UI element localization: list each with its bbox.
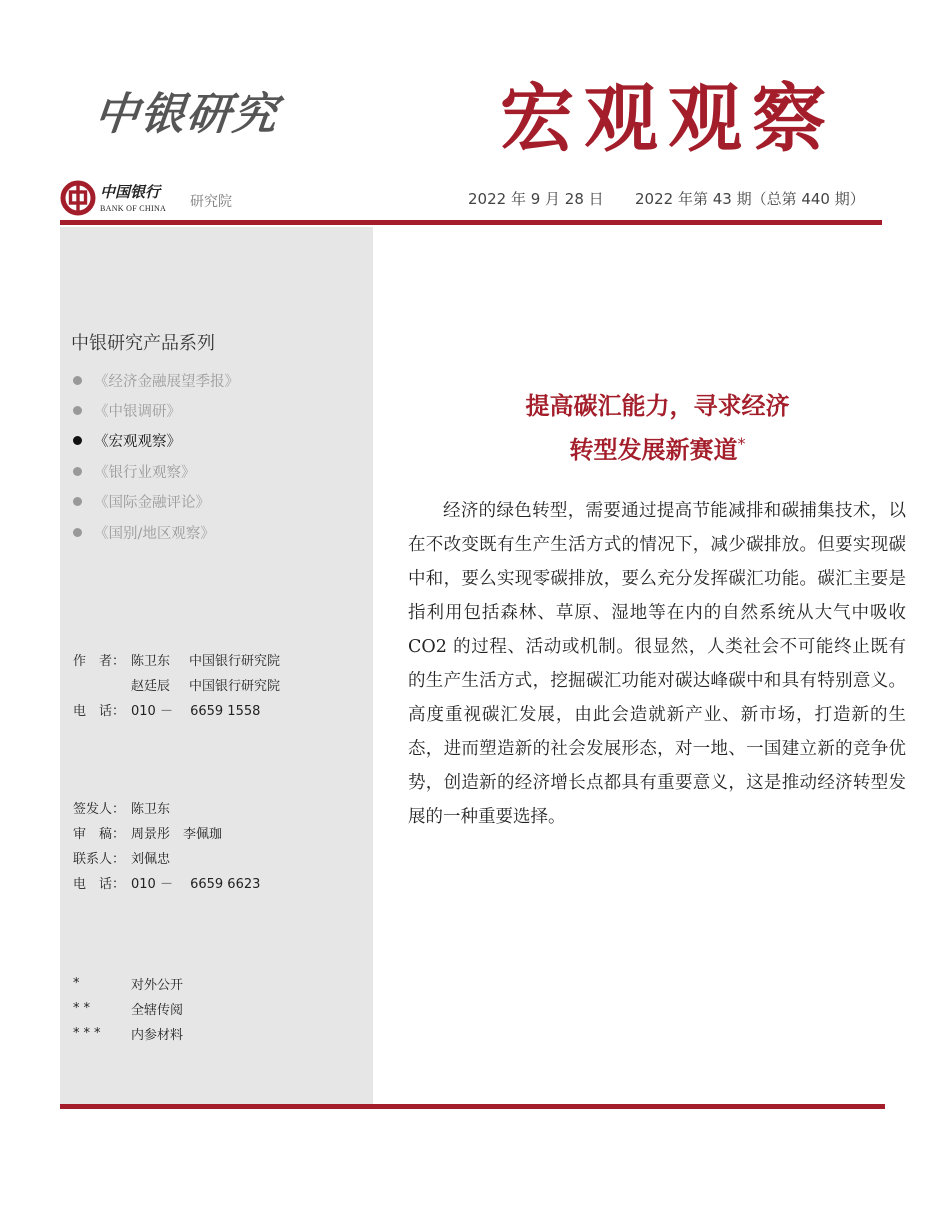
article-title-line2: 转型发展新赛道 <box>569 436 738 464</box>
issue-date: 2022 年 9 月 28 日 <box>468 190 604 208</box>
issue-number: 2022 年第 43 期（总第 440 期） <box>635 190 865 208</box>
contact-label: 联系人： <box>73 852 126 867</box>
title-footnote-mark: * <box>737 434 746 453</box>
series-item-banking[interactable]: 《银行业观察》 <box>71 456 239 486</box>
reviewer-label: 审 稿： <box>73 827 126 842</box>
phone-label: 电 话： <box>73 877 126 892</box>
series-item-intl-finance[interactable]: 《国际金融评论》 <box>71 487 239 517</box>
series-item-research[interactable]: 《中银调研》 <box>71 395 239 425</box>
author-phone: 010 － 6659 1558 <box>131 704 261 719</box>
contact-name: 刘佩忠 <box>131 852 171 867</box>
author-org: 中国银行研究院 <box>189 679 281 694</box>
author-org: 中国银行研究院 <box>189 654 281 669</box>
footer-divider <box>60 1104 885 1109</box>
legend-stars: * <box>73 976 84 991</box>
bullet-icon <box>73 528 82 537</box>
series-item-macro[interactable]: 《宏观观察》 <box>71 426 239 456</box>
contact-phone: 010 － 6659 6623 <box>131 877 261 892</box>
bullet-icon <box>73 467 82 476</box>
series-list <box>71 365 239 547</box>
bullet-icon <box>73 497 82 506</box>
report-title: 宏观观察 <box>500 76 836 162</box>
bullet-icon <box>73 406 82 415</box>
legend-text: 对外公开 <box>131 978 184 993</box>
confidentiality-legend <box>73 971 183 1046</box>
series-item-country[interactable]: 《国别/地区观察》 <box>71 517 239 547</box>
phone-label: 电 话： <box>73 704 126 719</box>
legend-text: 内参材料 <box>131 1028 184 1043</box>
article-title-line1: 提高碳汇能力，寻求经济 <box>525 392 790 420</box>
legend-stars: *** <box>73 1026 105 1041</box>
series-title: 中银研究产品系列 <box>71 333 215 354</box>
article-title <box>380 384 935 472</box>
bank-of-china-logo-icon <box>60 180 96 216</box>
author-name: 陈卫东 <box>131 654 171 669</box>
author-name: 赵廷辰 <box>131 679 171 694</box>
signer-label: 签发人： <box>73 802 126 817</box>
legend-stars: ** <box>73 1001 94 1016</box>
bullet-icon <box>73 376 82 385</box>
series-item-outlook[interactable]: 《经济金融展望季报》 <box>71 365 239 395</box>
signer-name: 陈卫东 <box>131 802 171 817</box>
author-label: 作 者： <box>73 654 126 669</box>
brand-calligraphy: 中银研究 <box>91 89 282 140</box>
bank-name-en: BANK OF CHINA <box>100 204 167 213</box>
header-divider <box>60 220 882 225</box>
article-body: 经济的绿色转型，需要通过提高节能减排和碳捕集技术，以在不改变既有生产生活方式的情况下，减少碳排放。但要实现碳中和，要么实现零碳排放，要么充分发挥碳汇功能。碳汇主要是指利用包括森林、草原、湿地等在内的自然系统从大气中吸收 CO2 的过程、活动或机制。很显然，人类社会不可能终止既有的生产生活方式，挖掘碳汇功能对碳达峰碳中和具有特别意义。高度重视碳汇发展，由此会造就新产业、新市场，打造新的生态，进而塑造新的社会发展形态，对一地、一国建立新的竞争优势，创造新的经济增长点都具有重要意义，这是推动经济转型发展的一种重要选择。 <box>408 501 906 827</box>
author-info <box>73 649 280 724</box>
bullet-icon <box>73 436 82 445</box>
institute-label: 研究院 <box>190 194 232 210</box>
approval-info <box>73 797 260 897</box>
bank-name-cn: 中国银行 <box>100 183 161 201</box>
reviewer-names: 周景彤 李佩珈 <box>131 827 223 842</box>
legend-text: 全辖传阅 <box>131 1003 184 1018</box>
